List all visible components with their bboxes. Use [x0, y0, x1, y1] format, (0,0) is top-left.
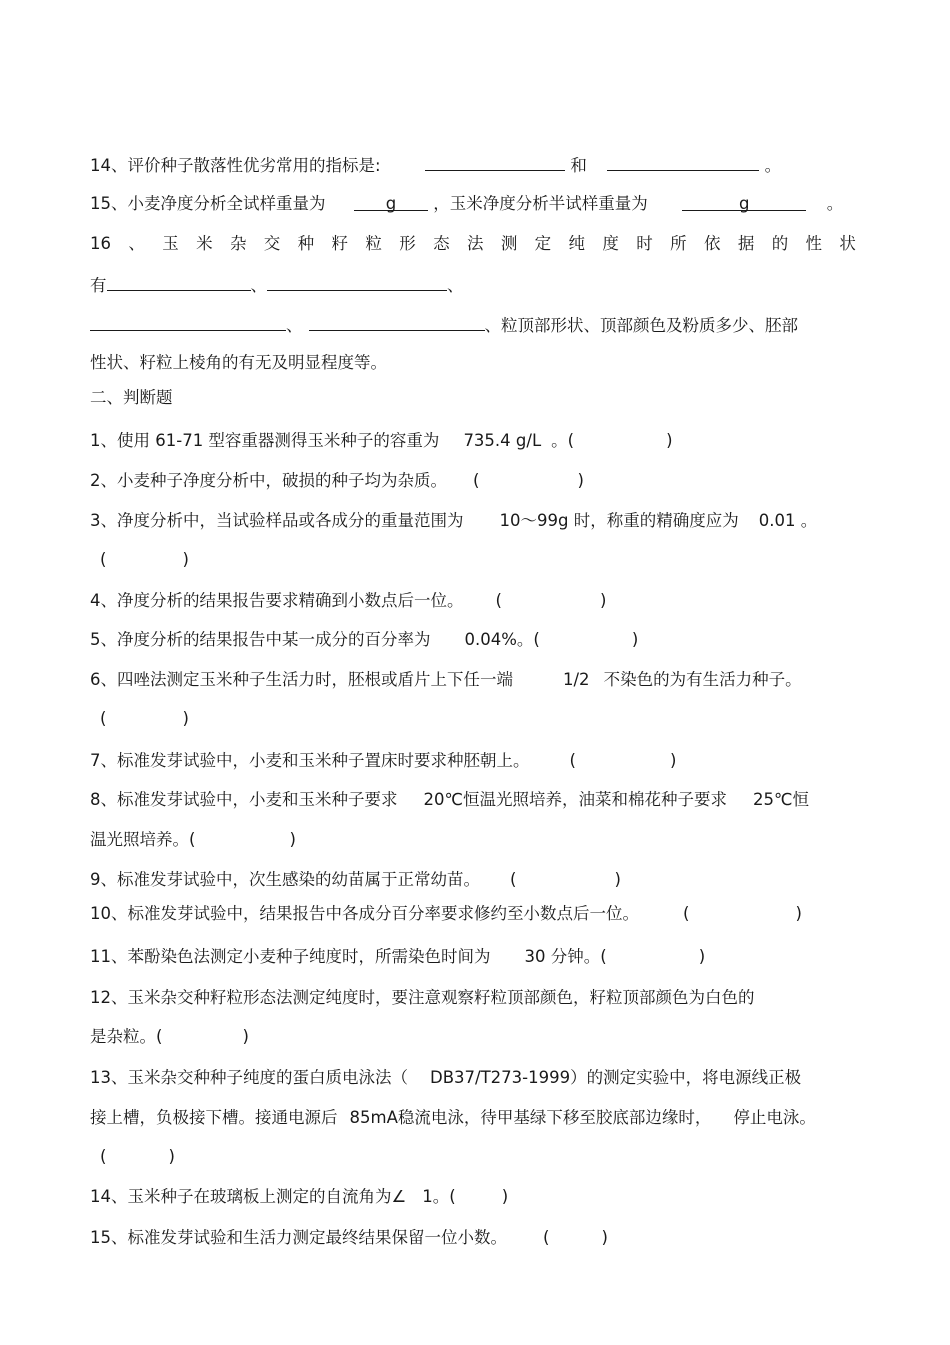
- j6-text-b: 1/2: [563, 670, 590, 689]
- q16-char: 定: [534, 234, 552, 253]
- q16-char: 粒: [365, 234, 382, 253]
- j8-text-b: 20℃恒温光照培养，油菜和棉花种子要求: [423, 790, 728, 809]
- q15-blank-2[interactable]: [682, 193, 806, 211]
- judge-q1: [90, 430, 673, 452]
- judge-q6: [90, 669, 802, 691]
- paren-close: ): [631, 630, 639, 649]
- q16-blank-1[interactable]: [107, 273, 251, 291]
- judge-q15: [90, 1227, 608, 1249]
- paren-close: ): [666, 431, 673, 450]
- q15-text-b: ，玉米净度分析半试样重量为: [433, 194, 648, 213]
- judge-q13-paren: [90, 1146, 175, 1168]
- paren-open: (: [543, 1228, 550, 1247]
- q16-have: 有: [90, 276, 107, 295]
- fill-q14: [90, 153, 781, 177]
- j3-text-b: 10～99g 时，称重的精确度应为: [499, 511, 739, 530]
- section-heading-judge: [90, 387, 173, 409]
- j8-text-c: 25℃恒: [753, 790, 810, 809]
- judge-q13-line2: [90, 1107, 816, 1129]
- j6-text-a: 6、四唑法测定玉米种子生活力时，胚根或盾片上下任一端: [90, 670, 513, 689]
- judge-q8: [90, 789, 809, 811]
- q14-blank-1[interactable]: [425, 153, 565, 171]
- j13-text-f: 稳流电泳，待甲基绿下移至胶底部边缘时，: [397, 1108, 712, 1127]
- judge-q9: [90, 869, 621, 891]
- q16-char: 性: [805, 234, 823, 253]
- judge-q5: [90, 629, 638, 651]
- q16-line3-end: 、粒顶部形状、顶部颜色及粉质多少、胚部: [484, 316, 798, 335]
- judge-q11: [90, 946, 705, 968]
- j3-text-c: 0.01 。: [758, 511, 818, 530]
- paren-close: ): [182, 709, 189, 728]
- judge-q2: [90, 470, 584, 492]
- q16-char: 形: [399, 234, 416, 253]
- q16-char: 状: [839, 234, 856, 253]
- judge-q12: [90, 987, 755, 1009]
- judge-q3: [90, 510, 817, 532]
- judge-q12-line2: [90, 1026, 249, 1048]
- paren-open: (: [495, 591, 502, 610]
- fill-q16-line1: [90, 233, 856, 255]
- judge-q10: [90, 903, 802, 925]
- q16-char: 16: [90, 234, 111, 253]
- j4-text: 4、净度分析的结果报告要求精确到小数点后一位。: [90, 591, 464, 610]
- paren-close: ): [795, 904, 802, 923]
- j13-text-b: DB37/T273-1999: [430, 1068, 571, 1087]
- q14-blank-2[interactable]: [607, 153, 759, 171]
- q16-char: 所: [670, 234, 687, 253]
- heading-text: 二、判断题: [90, 388, 173, 407]
- q15-unit-2: g: [739, 194, 750, 213]
- q16-blank-2[interactable]: [267, 273, 447, 291]
- q16-char: 依: [703, 234, 721, 253]
- judge-q13: [90, 1067, 801, 1089]
- j13-text-e: 85mA: [349, 1108, 398, 1127]
- j5-text-a: 5、净度分析的结果报告中某一成分的百分率为: [90, 630, 431, 649]
- paren-close: ): [599, 591, 607, 610]
- q16-sep: 、: [286, 316, 303, 335]
- paren-open: (: [100, 709, 107, 728]
- paren-close: ): [289, 830, 296, 849]
- q16-char: 杂: [229, 234, 247, 253]
- paren-close: ): [182, 550, 189, 569]
- q16-char: 态: [433, 234, 450, 253]
- judge-q14: [90, 1186, 508, 1208]
- q16-char: 度: [602, 234, 619, 253]
- j12-text-a: 12、玉米杂交种籽粒形态法测定纯度时，要注意观察籽粒顶部颜色，籽粒顶部颜色为白色的: [90, 988, 755, 1007]
- j13-text-c: ）的测定实验中，将电源线正极: [570, 1068, 802, 1087]
- q16-char: 法: [466, 234, 484, 253]
- q16-char: 玉: [162, 234, 179, 253]
- paren-close: ): [669, 751, 677, 770]
- paren-close: ): [614, 870, 621, 889]
- q16-blank-4[interactable]: [309, 313, 485, 331]
- paren-open: (: [100, 550, 107, 569]
- fill-q16-line2: [90, 273, 464, 297]
- q16-char: 米: [196, 234, 213, 253]
- j5-text-c: 。(: [516, 630, 540, 649]
- paren-close: ): [242, 1027, 249, 1046]
- paren-close: ): [601, 1228, 608, 1247]
- paren-close: ): [698, 947, 706, 966]
- q14-end: 。: [764, 156, 782, 175]
- j7-text: 7、标准发芽试验中，小麦和玉米种子置床时要求种胚朝上。: [90, 751, 530, 770]
- j5-text-b: 0.04%: [464, 630, 517, 649]
- q14-and: 和: [570, 156, 587, 175]
- q15-blank-1[interactable]: [354, 193, 428, 211]
- j15-text: 15、标准发芽试验和生活力测定最终结果保留一位小数。: [90, 1228, 507, 1247]
- j1-text-c: 。(: [551, 431, 575, 450]
- q15-unit-1: g: [385, 194, 397, 213]
- j3-text-a: 3、净度分析中，当试验样品或各成分的重量范围为: [90, 511, 464, 530]
- j13-text-a: 13、玉米杂交种种子纯度的蛋白质电泳法（: [90, 1068, 408, 1087]
- paren-close: ): [168, 1147, 175, 1166]
- j1-text-a: 1、使用 61-71 型容重器测得玉米种子的容重为: [90, 431, 440, 450]
- j9-text: 9、标准发芽试验中，次生感染的幼苗属于正常幼苗。: [90, 870, 480, 889]
- q16-char: 纯: [568, 234, 586, 253]
- j11-text-b: 30 分钟。(: [524, 947, 607, 966]
- paren-open: (: [473, 471, 480, 490]
- q16-blank-3[interactable]: [90, 313, 286, 331]
- j14-text-a: 14、玉米种子在玻璃板上测定的自流角为∠: [90, 1187, 407, 1206]
- j11-text-a: 11、苯酚染色法测定小麦种子纯度时，所需染色时间为: [90, 947, 491, 966]
- j13-text-g: 停止电泳。: [733, 1108, 816, 1127]
- q16-char: 交: [263, 234, 281, 253]
- fill-q16-line3: [90, 313, 798, 337]
- j12-text-b: 是杂粒。(: [90, 1027, 163, 1046]
- q16-char: 据: [737, 234, 755, 253]
- j6-text-c: 不染色的为有生活力种子。: [603, 670, 802, 689]
- q16-char: 种: [297, 234, 315, 253]
- q15-end: 。: [826, 194, 844, 213]
- judge-q7: [90, 750, 676, 772]
- q16-sep: 、: [250, 276, 267, 295]
- judge-q8-line2: [90, 829, 296, 851]
- judge-q6-paren: [90, 708, 189, 730]
- j13-text-d: 接上槽，负极接下槽。接通电源后: [90, 1108, 338, 1127]
- q16-char: 、: [128, 234, 145, 253]
- j8-text-d: 温光照培养。(: [90, 830, 196, 849]
- q16-line4: 性状、籽粒上棱角的有无及明显程度等。: [90, 353, 387, 372]
- q16-sep: 、: [447, 276, 464, 295]
- j10-text: 10、标准发芽试验中，结果报告中各成分百分率要求修约至小数点后一位。: [90, 904, 639, 923]
- judge-q4: [90, 590, 606, 612]
- j8-text-a: 8、标准发芽试验中，小麦和玉米种子要求: [90, 790, 398, 809]
- j2-text: 2、小麦种子净度分析中，破损的种子均为杂质。: [90, 471, 447, 490]
- paren-open: (: [683, 904, 690, 923]
- q16-char: 籽: [331, 234, 349, 253]
- j1-text-b: 735.4 g/L: [463, 431, 542, 450]
- paren-close: ): [501, 1187, 509, 1206]
- q16-char: 时: [636, 234, 653, 253]
- paren-close: ): [577, 471, 584, 490]
- paren-open: (: [569, 751, 576, 770]
- judge-q3-paren: [90, 549, 189, 571]
- q15-text-a: 15、小麦净度分析全试样重量为: [90, 194, 326, 213]
- paren-open: (: [100, 1147, 107, 1166]
- q16-char: 测: [500, 234, 518, 253]
- paren-open: (: [510, 870, 517, 889]
- fill-q15: [90, 193, 843, 215]
- j14-text-b: 1。(: [422, 1187, 456, 1206]
- q14-text: 14、评价种子散落性优劣常用的指标是:: [90, 156, 381, 175]
- q16-char: 的: [771, 234, 789, 253]
- fill-q16-line4: [90, 352, 387, 374]
